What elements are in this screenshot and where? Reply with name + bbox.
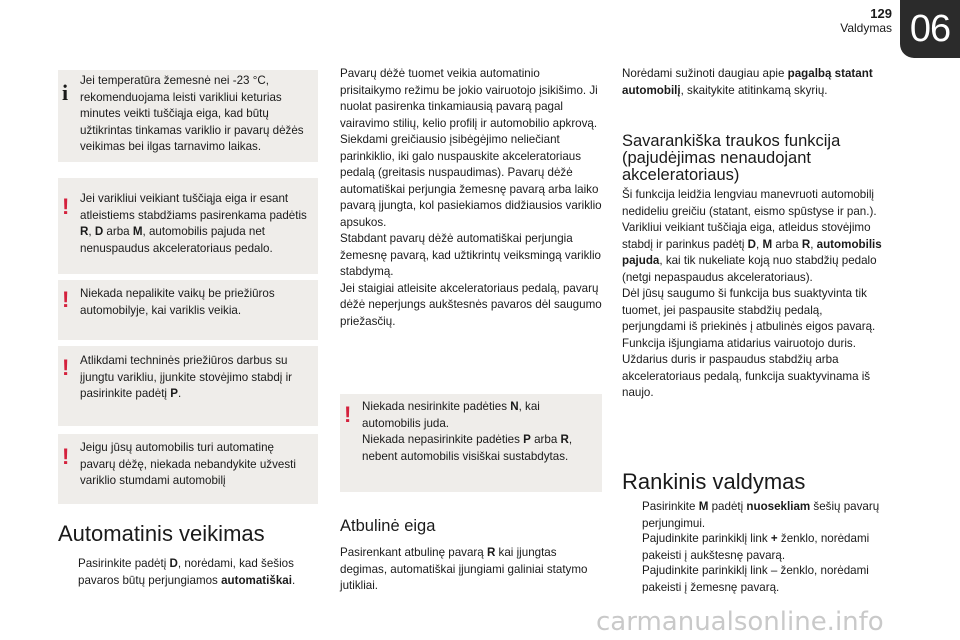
body-text-reverse: Pasirenkant atbulinę pavarą R kai įjungtas degimas, automatiškai įjungiami galiniai statymo jutikliai. — [340, 546, 588, 592]
warning-icon: ! — [62, 444, 70, 469]
warning-box-1: ! Jei varikliui veikiant tuščiąja eiga ir esant atleistiems stabdžiams pasirenkama padėtis R, D arba M, automobilis pajuda net nenuspaudus akceleratoriaus pedalo. — [58, 178, 318, 274]
warning-icon: ! — [344, 402, 352, 427]
list-item: Pasirinkite M padėtį nuosekliam šešių pavarų perjungimui. — [642, 500, 880, 530]
section-title-automatic: Automatinis veikimas — [58, 521, 265, 546]
page-number: 129 — [870, 6, 892, 21]
section-title-reverse: Atbulinė eiga — [340, 517, 436, 535]
warning-box-4: ! Jeigu jūsų automobilis turi automatinę pavarų dėžę, niekada nebandykite užvesti variklio stumdami automobilį — [58, 434, 318, 504]
warning-icon: ! — [62, 194, 70, 219]
info-box-text: Jei temperatūra žemesnė nei -23 °C, rekomenduojama leisti varikliui keturias minutes veikti tuščiąja eiga, kad būtų užtikrintas tinkamas variklio ir pavarų dėžės veikimas bei ilgas tarnavimo laikas. — [80, 74, 304, 153]
warning-icon: ! — [62, 287, 70, 312]
section-title-creep: Savarankiška traukos funkcija (pajudėjimas nenaudojant akceleratoriaus) — [622, 132, 841, 184]
watermark: carmanualsonline.info — [596, 607, 884, 637]
page-header — [840, 6, 892, 35]
list-item: Pajudinkite parinkiklį link – ženklo, norėdami pakeisti į žemesnę pavarą. — [642, 564, 869, 594]
info-icon: i — [62, 80, 69, 105]
section-title-manual: Rankinis valdymas — [622, 469, 806, 494]
list-item: Pajudinkite parinkiklį link + ženklo, norėdami pakeisti į aukštesnę pavarą. — [642, 532, 870, 562]
body-text: Pavarų dėžė tuomet veikia automatinio prisitaikymo režimu be jokio vairuotojo įsikišimo. Ji nuolat pasirenka tinkamiausią pavarą pagal vairavimo stilių, kelio profilį ir automobilio apkrovą. Siekdami greičiausio įsibėgėjimo neliečiant parinkiklio, iki galo nuspauskite akceleratoriaus pedalą (greitasis nuspaudimas). Pavarų dėžė automatiškai perjungia žemesnę pavarą arba laiko pavarą įjungta, kol pasiekiamos didžiausios variklio apsukos. Stabdant pavarų dėžė automatiškai perjungia žemesnę pavarą, kad užtikrintų veiksmingą variklio stabdymą. Jei staigiai atleisite akceleratoriaus pedalą, pavarų dėžė neperjungs aukštesnės pavaros dėl saugumo priežasčių. — [340, 67, 602, 328]
warning-box-5: ! Niekada nesirinkite padėties N, kai automobilis juda. Niekada nepasirinkite padėties P arba R, nebent automobilis visiškai sustabdytas. — [340, 394, 602, 492]
section-name: Valdymas — [840, 21, 892, 35]
intro-text: Norėdami sužinoti daugiau apie pagalbą statant automobilį, skaitykite atitinkamą skyrių. — [622, 67, 873, 97]
list-item: Pasirinkite padėtį D, norėdami, kad šešios pavaros būtų perjungiamos automatiškai. — [78, 557, 296, 587]
info-box — [58, 70, 318, 162]
body-text-creep: Ši funkcija leidžia lengviau manevruoti automobilį nedideliu greičiu (statant, eismo spūstyse ir pan.). Varikliui veikiant tuščiąja eiga, atleidus stovėjimo stabdį ir parinkus padėtį D, M arba R, automobilis pajuda, kai tik nukeliate koją nuo stabdžių pedalo (netgi nepaspaudus akceleratoriaus). Dėl jūsų saugumo ši funkcija bus suaktyvinta tik tuomet, jei paspausite stabdžių pedalą, perjungdami iš priekinės į atbulinės eigos pavarą. Funkcija išjungiama atidarius vairuotojo duris. Uždarius duris ir paspaudus stabdžių arba akceleratoriaus pedalą, funkcija suaktyvinama iš naujo. — [622, 188, 882, 399]
warning-box-2: ! Niekada nepalikite vaikų be priežiūros automobilyje, kai variklis veikia. — [58, 274, 318, 340]
chapter-tab: 06 — [900, 0, 960, 58]
warning-icon: ! — [62, 355, 70, 380]
warning-box-3: ! Atlikdami techninės priežiūros darbus su įjungtu varikliu, įjunkite stovėjimo stabdį ir pasirinkite padėtį P. — [58, 346, 318, 426]
